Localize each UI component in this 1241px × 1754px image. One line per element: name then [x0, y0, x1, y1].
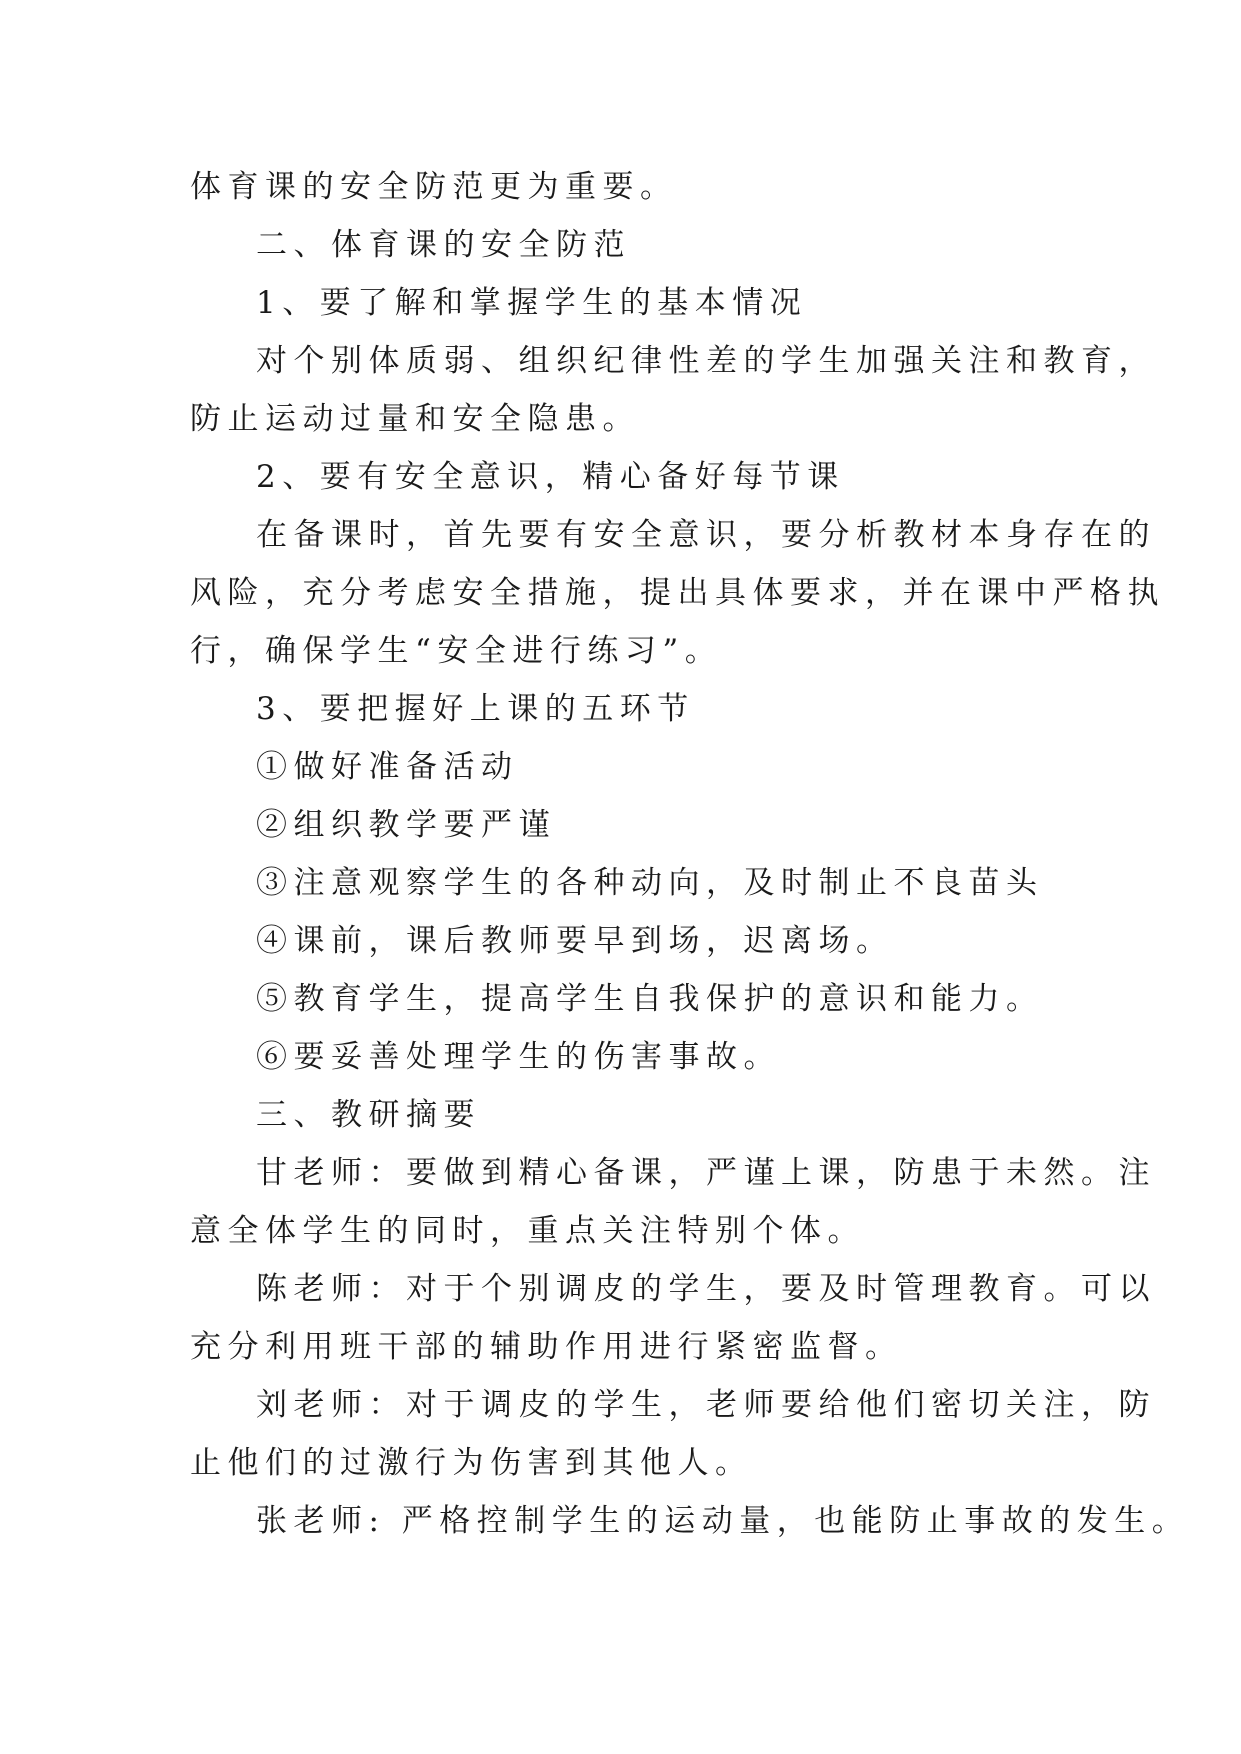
list-item: ④课前，课后教师要早到场，迟离场。 [256, 923, 894, 959]
heading-section-3: 三、教研摘要 [256, 1097, 481, 1133]
list-item: ③注意观察学生的各种动向，及时制止不良苗头 [256, 865, 1044, 901]
paragraph-line: 在备课时，首先要有安全意识，要分析教材本身存在的 [256, 517, 1156, 553]
list-item: ②组织教学要严谨 [256, 807, 556, 843]
paragraph-teacher-chen [190, 1260, 1156, 1376]
subheading-3: 3、要把握好上课的五环节 [256, 691, 695, 727]
subheading-2: 2、要有安全意识，精心备好每节课 [256, 459, 845, 495]
paragraph-teacher-liu [190, 1376, 1156, 1492]
subheading-1: 1、要了解和掌握学生的基本情况 [256, 285, 808, 321]
paragraph-line: 意全体学生的同时，重点关注特别个体。 [190, 1213, 865, 1249]
list-item: ①做好准备活动 [256, 749, 519, 785]
paragraph-line: 刘老师：对于调皮的学生，老师要给他们密切关注，防 [256, 1387, 1156, 1423]
paragraph-line: 陈老师：对于个别调皮的学生，要及时管理教育。可以 [256, 1271, 1156, 1307]
paragraph-line: 止他们的过激行为伤害到其他人。 [190, 1445, 753, 1481]
paragraph-line: 对个别体质弱、组织纪律性差的学生加强关注和教育， [256, 343, 1156, 379]
list-item: ⑤教育学生，提高学生自我保护的意识和能力。 [256, 981, 1044, 1017]
paragraph-1: 体育课的安全防范更为重要。 [190, 169, 678, 205]
paragraph-line: 防止运动过量和安全隐患。 [190, 401, 640, 437]
list-item: ⑥要妥善处理学生的伤害事故。 [256, 1039, 781, 1075]
paragraph-teacher-gan [190, 1144, 1156, 1260]
paragraph-line: 甘老师：要做到精心备课，严谨上课，防患于未然。注 [256, 1155, 1156, 1191]
paragraph-attention [190, 332, 1156, 448]
paragraph-line: 风险，充分考虑安全措施，提出具体要求，并在课中严格执 [190, 575, 1165, 611]
paragraph-line: 充分利用班干部的辅助作用进行紧密监督。 [190, 1329, 903, 1365]
document-body [190, 158, 1190, 1550]
paragraph-line: 行，确保学生“安全进行练习”。 [190, 633, 723, 669]
paragraph-teacher-zhang: 张老师: 严格控制学生的运动量，也能防止事故的发生。 [256, 1503, 1190, 1539]
paragraph-lesson-prep [190, 506, 1165, 680]
heading-section-2: 二、体育课的安全防范 [256, 227, 631, 263]
